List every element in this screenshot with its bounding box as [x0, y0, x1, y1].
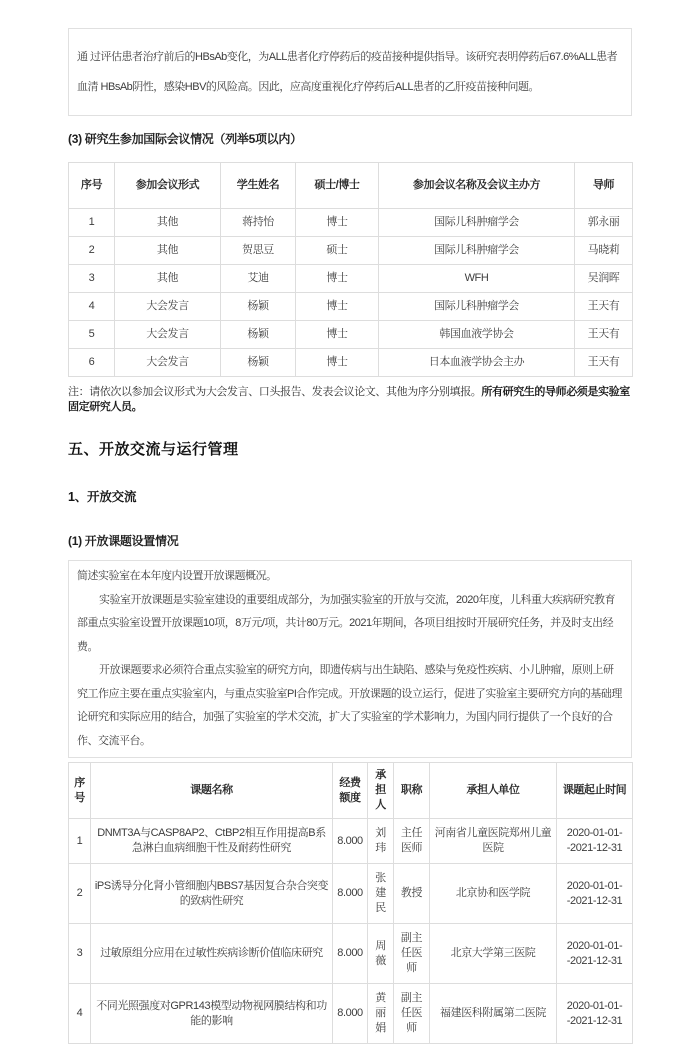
cell: 其他 — [115, 209, 221, 237]
cell: 杨颖 — [221, 349, 296, 377]
table-row — [69, 349, 633, 377]
cell: 杨颖 — [221, 293, 296, 321]
column-header: 承担人单位 — [430, 763, 557, 819]
cell: 北京协和医学院 — [430, 864, 557, 924]
conference-table — [68, 162, 633, 377]
cell: 副主任医师 — [394, 924, 430, 984]
table-row — [69, 237, 633, 265]
cell: 5 — [69, 321, 115, 349]
topics-requirements-paragraph: 开放课题要求必须符合重点实验室的研究方向，即遗传病与出生缺陷、感染与免疫性疾病、小儿肿瘤，原则上研究工作应主要在重点实验室内，与重点实验室PI合作完成。开放课题的设立运行，促进了实验室主要研究方向的基础理论研究和实际应用的结合，加强了实验室的学术交流，扩大了实验室的学术影响力，为国内同行提供了一个良好的合作、交流平台。 — [77, 664, 622, 747]
cell: 3 — [69, 924, 91, 984]
column-header: 学生姓名 — [221, 163, 296, 209]
cell-line: -2021-12-31 — [566, 842, 623, 854]
cell-line: 2020-01-01- — [566, 999, 623, 1012]
section-five-heading: 五、开放交流与运行管理 — [68, 441, 239, 458]
column-header: 课题名称 — [91, 763, 333, 819]
conference-table-header-row — [69, 163, 633, 209]
cell: 郭永丽 — [575, 209, 633, 237]
cell — [557, 864, 633, 924]
cell: 博士 — [296, 293, 379, 321]
cell: 福建医科附属第二医院 — [430, 984, 557, 1044]
cell: 其他 — [115, 265, 221, 293]
column-header: 承担人 — [368, 763, 394, 819]
column-header: 序号 — [69, 763, 91, 819]
cell: 河南省儿童医院郑州儿童医院 — [430, 819, 557, 864]
column-header: 序号 — [69, 163, 115, 209]
cell — [557, 984, 633, 1044]
cell: 周薇 — [368, 924, 394, 984]
cell: 大会发言 — [115, 349, 221, 377]
cell: DNMT3A与CASP8AP2、CtBP2相互作用提高B系急淋白血病细胞干性及耐药性研究 — [91, 819, 333, 864]
cell: 4 — [69, 293, 115, 321]
cell: 4 — [69, 984, 91, 1044]
cell: 主任医师 — [394, 819, 430, 864]
column-header: 经费额度 — [333, 763, 368, 819]
column-header: 参加会议形式 — [115, 163, 221, 209]
cell — [557, 924, 633, 984]
table-row — [69, 293, 633, 321]
table-row — [69, 265, 633, 293]
cell: 黄丽娟 — [368, 984, 394, 1044]
column-header: 硕士/博士 — [296, 163, 379, 209]
cell-line: -2021-12-31 — [566, 894, 623, 907]
cell: 1 — [69, 209, 115, 237]
conference-section-heading: (3) 研究生参加国际会议情况（列举5项以内） — [68, 132, 302, 146]
cell: 王天有 — [575, 321, 633, 349]
cell: 8.000 — [333, 819, 368, 864]
cell: 过敏原组分应用在过敏性疾病诊断价值临床研究 — [91, 924, 333, 984]
cell: 刘玮 — [368, 819, 394, 864]
cell-line: 2020-01-01- — [566, 827, 623, 839]
cell: 王天有 — [575, 293, 633, 321]
cell: 博士 — [296, 321, 379, 349]
cell: 国际儿科肿瘤学会 — [379, 237, 575, 265]
cell: 教授 — [394, 864, 430, 924]
hbsab-summary-box — [68, 28, 632, 116]
cell: 8.000 — [333, 924, 368, 984]
table-row — [69, 819, 633, 864]
cell: 大会发言 — [115, 321, 221, 349]
cell — [557, 819, 633, 864]
cell: 马晓莉 — [575, 237, 633, 265]
cell: WFH — [379, 265, 575, 293]
table-row — [69, 209, 633, 237]
topics-funding-paragraph: 实验室开放课题是实验室建设的重要组成部分，为加强实验室的开放与交流，2020年度，儿科重大疾病研究教育部重点实验室设置开放课题10项，8万元/项，共计80万元。2021年期间，各项目组按时开展研究任务，并及时支出经费。 — [77, 593, 615, 653]
cell-line: -2021-12-31 — [566, 954, 623, 967]
cell: 6 — [69, 349, 115, 377]
column-header: 导师 — [575, 163, 633, 209]
cell: 王天有 — [575, 349, 633, 377]
cell: 张建民 — [368, 864, 394, 924]
note-bold-text: 所有研究生的导师必须是实验室固定研究人员。 — [68, 386, 630, 413]
cell-line: -2021-12-31 — [566, 1014, 623, 1027]
cell: 1 — [69, 819, 91, 864]
table-row — [69, 864, 633, 924]
cell: 国际儿科肿瘤学会 — [379, 293, 575, 321]
cell: 不同光照强度对GPR143模型动物视网膜结构和功能的影响 — [91, 984, 333, 1044]
cell-line: 2020-01-01- — [566, 879, 623, 892]
column-header: 职称 — [394, 763, 430, 819]
cell: 日本血液学协会主办 — [379, 349, 575, 377]
cell: 3 — [69, 265, 115, 293]
table-row — [69, 924, 633, 984]
open-exchange-heading: 1、开放交流 — [68, 490, 137, 504]
cell: 2 — [69, 237, 115, 265]
cell: iPS诱导分化肾小管细胞内BBS7基因复合杂合突变的致病性研究 — [91, 864, 333, 924]
open-topics-summary-box — [68, 560, 632, 758]
hbsab-summary-paragraph: 通 过评估患者治疗前后的HBsAb变化，为ALL患者化疗停药后的疫苗接种提供指导。该研究表明停药后67.6%ALL患者血清 HBsAb阴性，感染HBV的风险高。因此，应高度重视化疗停药后ALL患者的乙肝疫苗接种问题。 — [77, 51, 618, 93]
cell: 博士 — [296, 349, 379, 377]
cell: 博士 — [296, 265, 379, 293]
note-text: 注：请依次以参加会议形式为大会发言、口头报告、发表会议论文、其他为序分别填报。 — [68, 386, 482, 398]
cell: 贺思豆 — [221, 237, 296, 265]
cell: 硕士 — [296, 237, 379, 265]
column-header: 参加会议名称及会议主办方 — [379, 163, 575, 209]
cell: 吴润晖 — [575, 265, 633, 293]
cell: 副主任医师 — [394, 984, 430, 1044]
cell: 2 — [69, 864, 91, 924]
open-topics-table-header-row — [69, 763, 633, 819]
conference-table-note — [68, 385, 632, 415]
cell: 其他 — [115, 237, 221, 265]
cell: 8.000 — [333, 864, 368, 924]
table-row — [69, 321, 633, 349]
topics-overview-paragraph: 简述实验室在本年度内设置开放课题概况。 — [77, 570, 277, 582]
cell: 艾迪 — [221, 265, 296, 293]
cell: 韩国血液学协会 — [379, 321, 575, 349]
cell-line: 2020-01-01- — [566, 939, 623, 952]
cell: 蒋持怡 — [221, 209, 296, 237]
column-header: 课题起止时间 — [557, 763, 633, 819]
cell: 北京大学第三医院 — [430, 924, 557, 984]
open-topics-table — [68, 762, 633, 1044]
cell: 8.000 — [333, 984, 368, 1044]
cell: 国际儿科肿瘤学会 — [379, 209, 575, 237]
cell: 大会发言 — [115, 293, 221, 321]
cell: 博士 — [296, 209, 379, 237]
open-topics-heading: (1) 开放课题设置情况 — [68, 534, 179, 548]
cell: 杨颖 — [221, 321, 296, 349]
table-row — [69, 984, 633, 1044]
